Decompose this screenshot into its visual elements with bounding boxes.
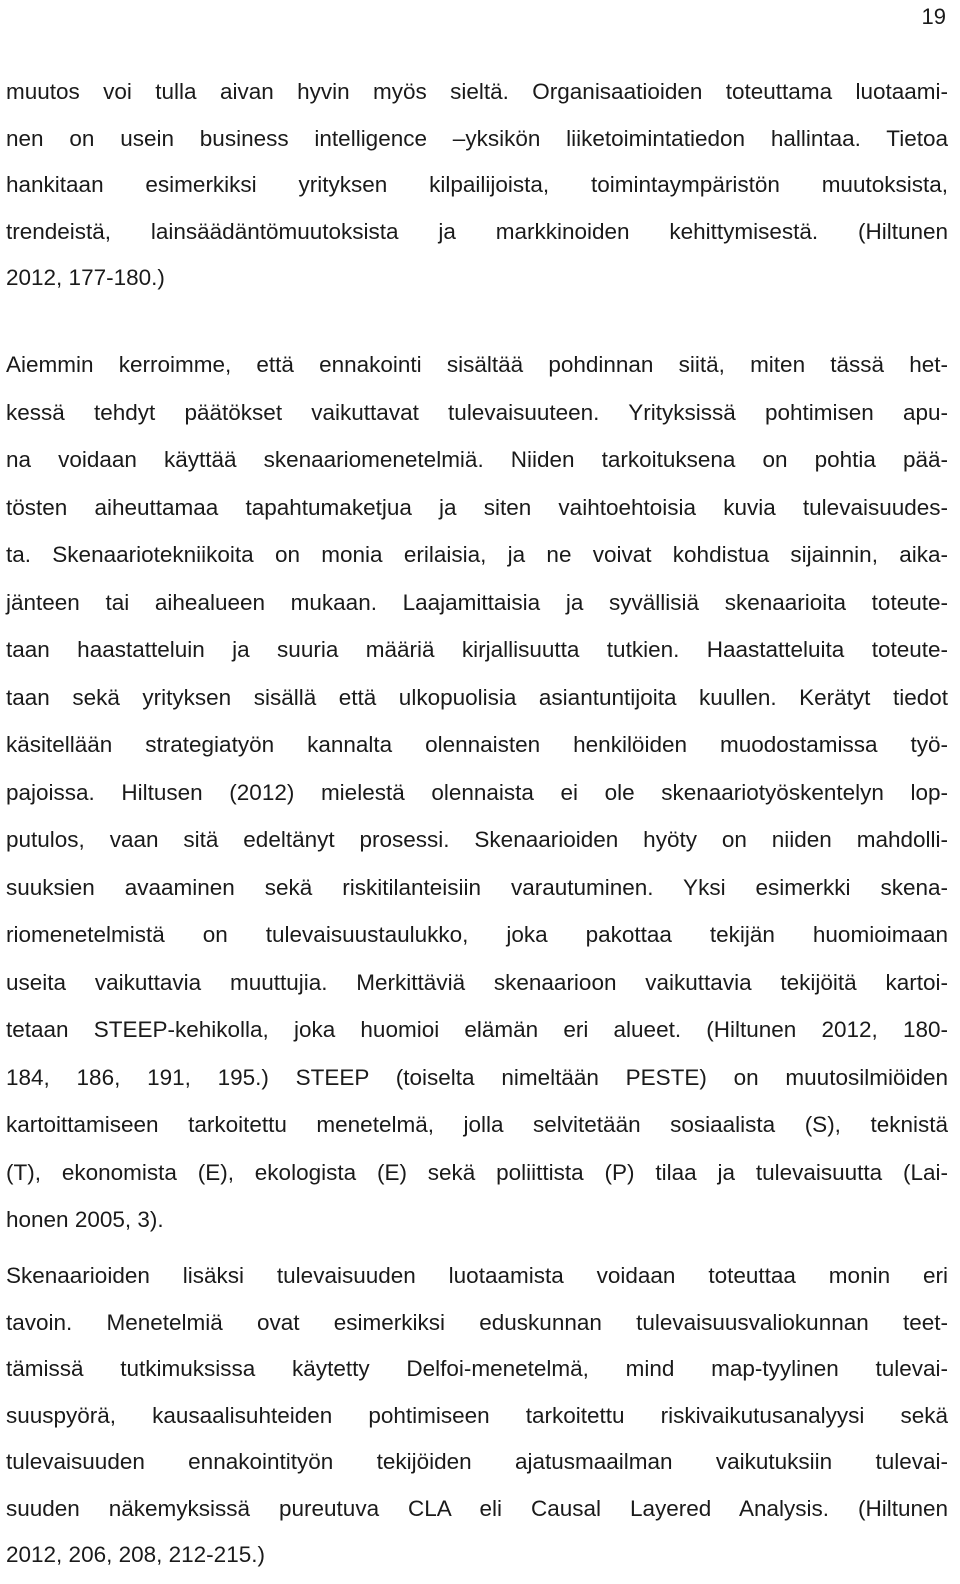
text-line: pajoissa. Hiltusen (2012) mielestä olennaista ei ole skenaariotyöskentelyn lop- [6,779,948,805]
text-line: (T), ekonomista (E), ekologista (E) sekä poliittista (P) tilaa ja tulevaisuutta (Lai- [6,1159,948,1185]
text-line: tavoin. Menetelmiä ovat esimerkiksi eduskunnan tulevaisuusvaliokunnan teet- [6,1309,948,1335]
text-line: suuspyörä, kausaalisuhteiden pohtimiseen tarkoitettu riskivaikutusanalyysi sekä [6,1402,948,1428]
text-line: tösten aiheuttamaa tapahtumaketjua ja siten vaihtoehtoisia kuvia tulevaisuudes- [6,494,948,520]
text-line: jänteen tai aihealueen mukaan. Laajamittaisia ja syvällisiä skenaarioita toteute- [6,589,948,615]
paragraph-2 [6,341,948,1244]
text-line: honen 2005, 3). [6,1207,164,1232]
text-line: kartoittamiseen tarkoitettu menetelmä, jolla selvitetään sosiaalista (S), teknistä [6,1112,948,1137]
text-line: 184, 186, 191, 195.) STEEP (toiselta nimeltään PESTE) on muutosilmiöiden [6,1064,948,1090]
text-line: taan haastatteluin ja suuria määriä kirjallisuutta tutkien. Haastatteluita toteute- [6,637,948,662]
text-line: Aiemmin kerroimme, että ennakointi sisältää pohdinnan siitä, miten tässä het- [6,352,948,377]
text-line: kessä tehdyt päätökset vaikuttavat tulevaisuuteen. Yrityksissä pohtimisen apu- [6,399,948,425]
text-line: hankitaan esimerkiksi yrityksen kilpailijoista, toimintaympäristön muutoksista, [6,172,948,197]
paragraph-1 [6,69,948,302]
text-line: käsitellään strategiatyön kannalta olennaisten henkilöiden muodostamissa työ- [6,732,948,757]
text-line: trendeistä, lainsäädäntömuutoksista ja markkinoiden kehittymisestä. (Hiltunen [6,218,948,244]
text-line: suuksien avaaminen sekä riskitilanteisiin varautuminen. Yksi esimerkki skena- [6,874,948,900]
text-line: suuden näkemyksissä pureutuva CLA eli Causal Layered Analysis. (Hiltunen [6,1495,948,1521]
paragraph-3 [6,1253,948,1579]
text-line: putulos, vaan sitä edeltänyt prosessi. Skenaarioiden hyöty on niiden mahdolli- [6,827,948,852]
text-line: useita vaikuttavia muuttujia. Merkittäviä skenaarioon vaikuttavia tekijöitä kartoi- [6,969,948,995]
text-line: tetaan STEEP-kehikolla, joka huomioi elämän eri alueet. (Hiltunen 2012, 180- [6,1017,948,1042]
text-line: ta. Skenaariotekniikoita on monia erilaisia, ja ne voivat kohdistua sijainnin, aika- [6,542,948,567]
text-line: 2012, 177-180.) [6,265,165,290]
text-line: 2012, 206, 208, 212-215.) [6,1542,265,1567]
text-line: riomenetelmistä on tulevaisuustaulukko, joka pakottaa tekijän huomioimaan [6,922,948,947]
text-line: tämissä tutkimuksissa käytetty Delfoi-menetelmä, mind map-tyylinen tulevai- [6,1356,948,1381]
text-line: muutos voi tulla aivan hyvin myös sieltä. Organisaatioiden toteuttama luotaami- [6,79,948,104]
text-line: nen on usein business intelligence –yksikön liiketoimintatiedon hallintaa. Tietoa [6,125,948,151]
page-number: 19 [921,4,946,29]
text-line: taan sekä yrityksen sisällä että ulkopuolisia asiantuntijoita kuullen. Kerätyt tiedot [6,684,948,710]
text-line: Skenaarioiden lisäksi tulevaisuuden luotaamista voidaan toteuttaa monin eri [6,1263,948,1288]
text-line: na voidaan käyttää skenaariomenetelmiä. Niiden tarkoituksena on pohtia pää- [6,447,948,472]
text-line: tulevaisuuden ennakointityön tekijöiden ajatusmaailman vaikutuksiin tulevai- [6,1449,948,1474]
